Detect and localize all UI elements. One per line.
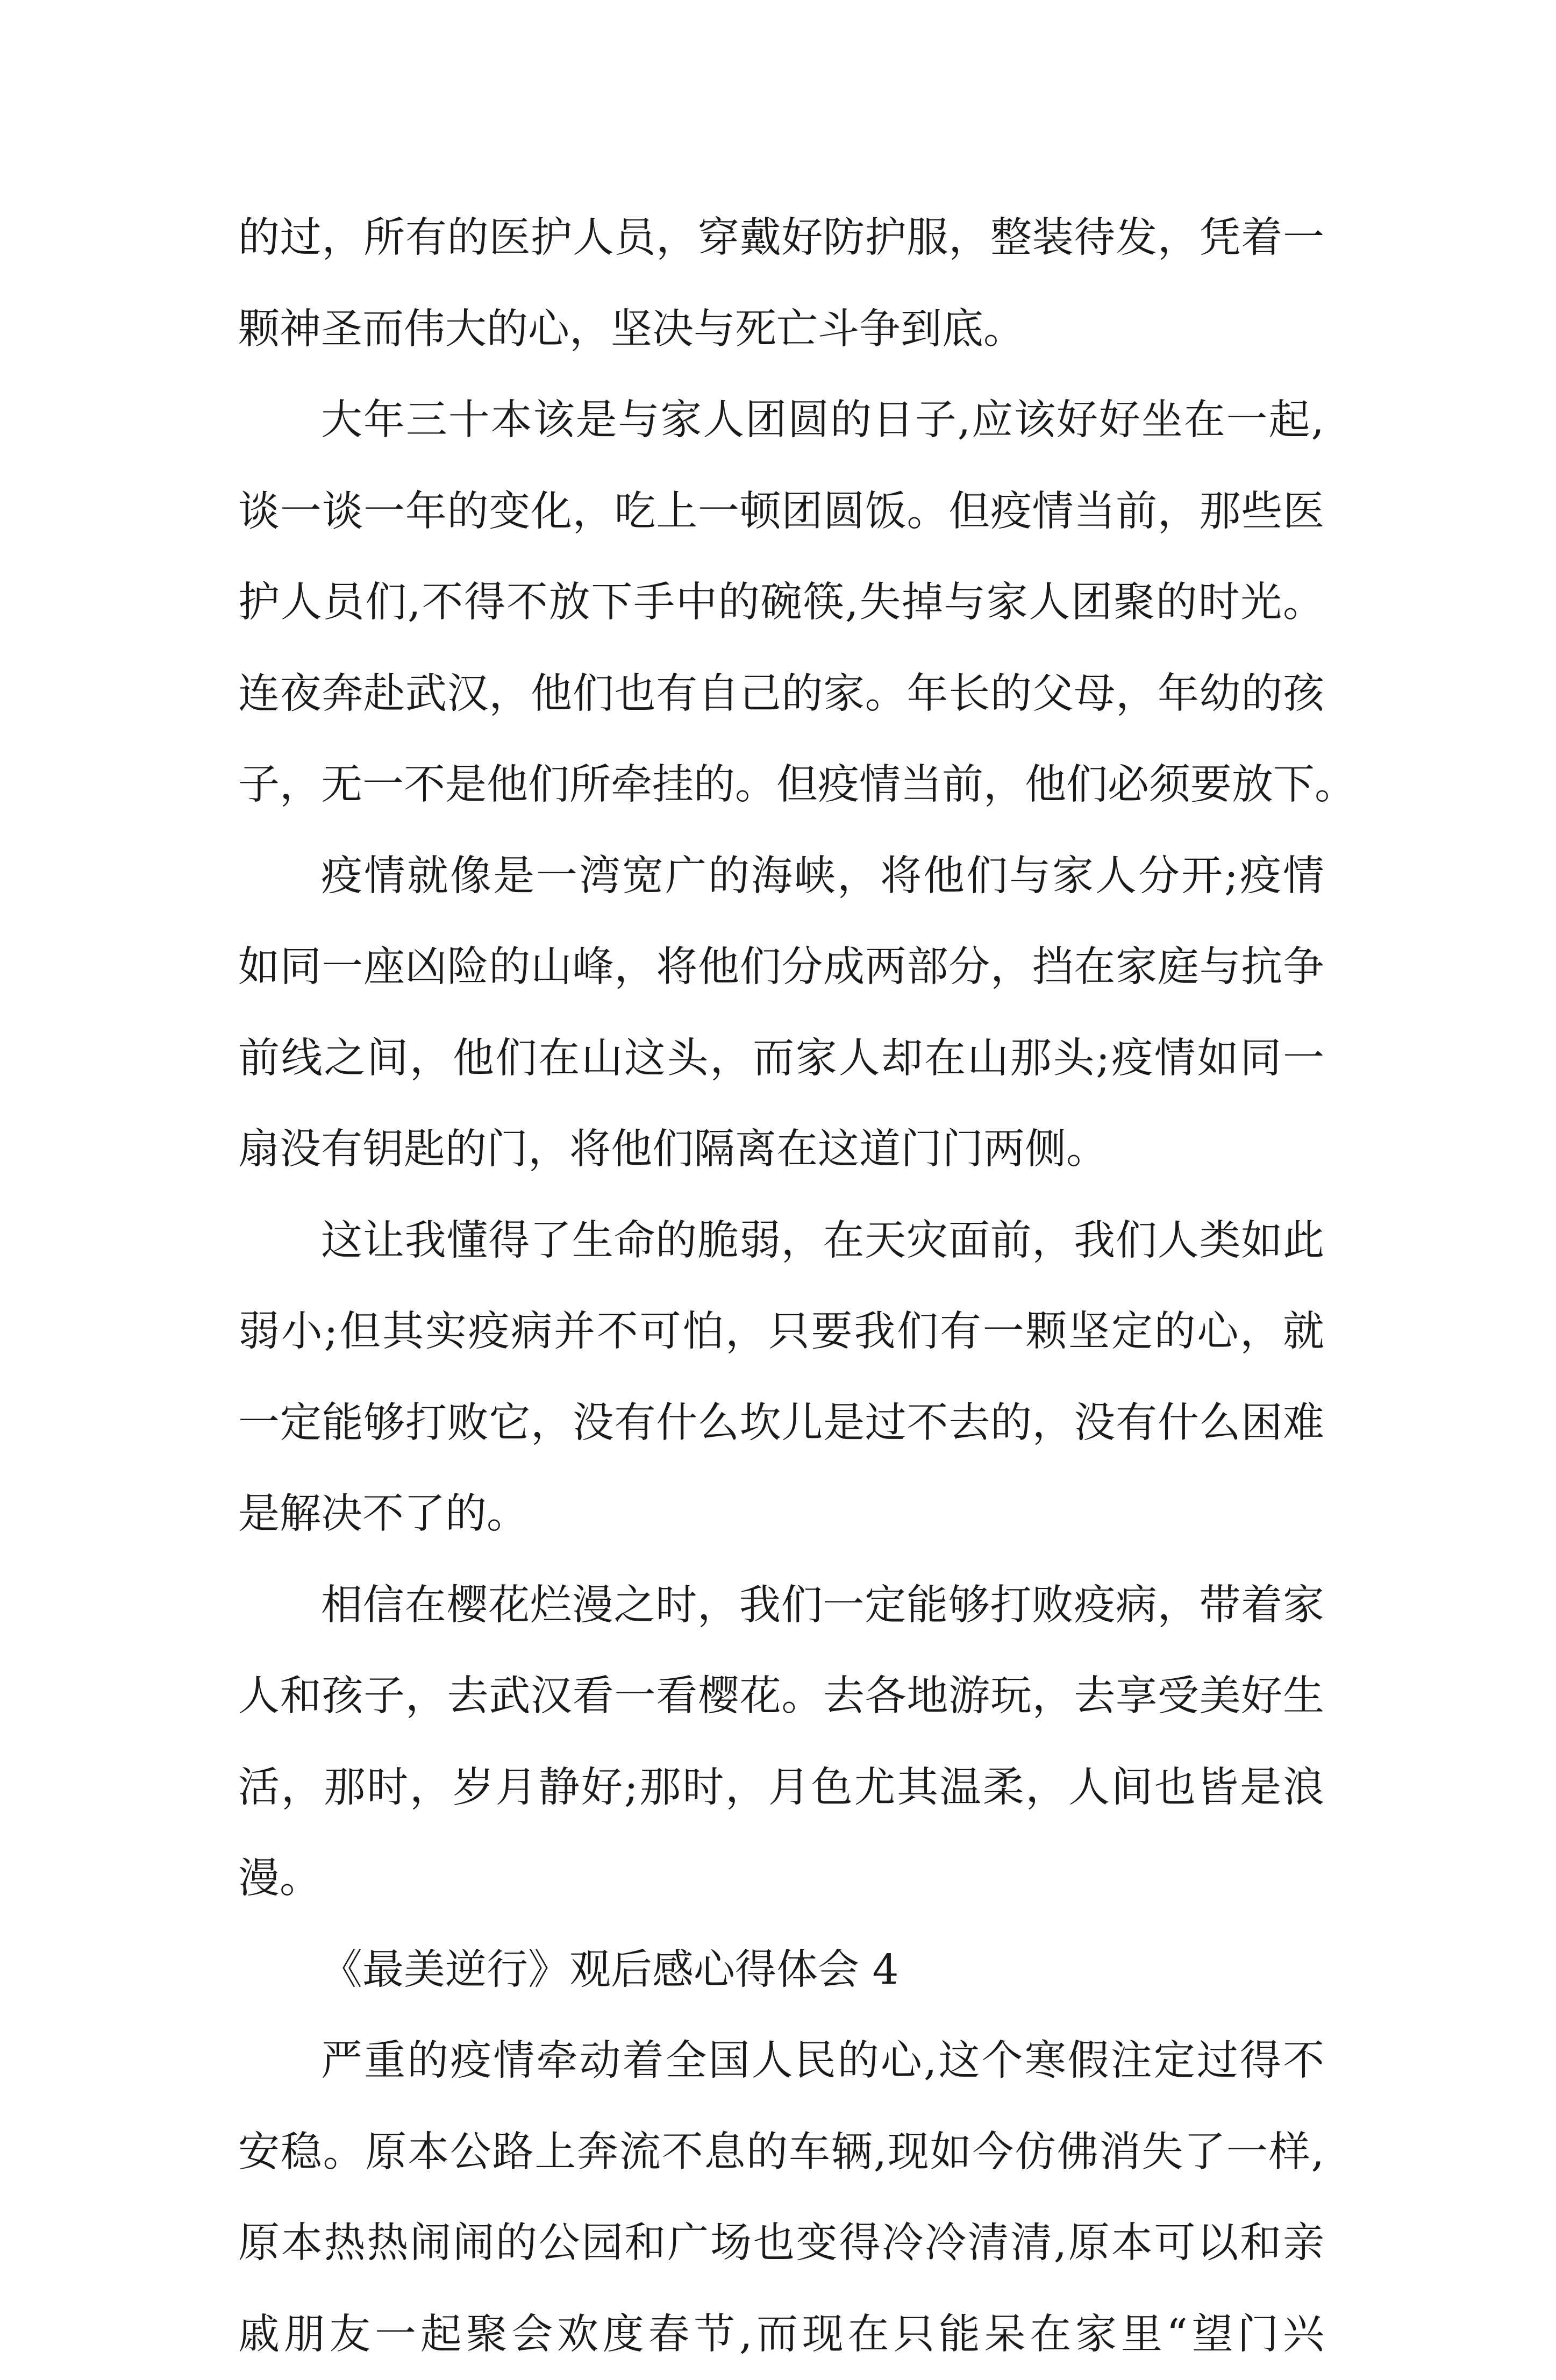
text-line: 连夜奔赴武汉，他们也有自己的家。年长的父母，年幼的孩 [238, 649, 1324, 740]
paragraph-start-line: 大年三十本该是与家人团圆的日子,应该好好坐在一起, [238, 375, 1324, 466]
text-line: 如同一座凶险的山峰，将他们分成两部分，挡在家庭与抗争 [238, 922, 1324, 1013]
text-line: 安稳。原本公路上奔流不息的车辆,现如今仿佛消失了一样, [238, 2107, 1324, 2198]
text-line: 颗神圣而伟大的心，坚决与死亡斗争到底。 [238, 284, 1324, 375]
paragraph-start-line: 疫情就像是一湾宽广的海峡，将他们与家人分开;疫情 [238, 831, 1324, 922]
paragraph-start-line: 严重的疫情牵动着全国人民的心,这个寒假注定过得不 [238, 2015, 1324, 2107]
text-line: 谈一谈一年的变化，吃上一顿团圆饭。但疫情当前，那些医 [238, 466, 1324, 558]
text-line: 原本热热闹闹的公园和广场也变得冷冷清清,原本可以和亲 [238, 2198, 1324, 2289]
text-line: 漫。 [238, 1833, 1324, 1925]
paragraph-start-line: 这让我懂得了生命的脆弱，在天灾面前，我们人类如此 [238, 1195, 1324, 1287]
text-line: 护人员们,不得不放下手中的碗筷,失掉与家人团聚的时光。 [238, 557, 1324, 649]
text-line: 弱小;但其实疫病并不可怕，只要我们有一颗坚定的心，就 [238, 1286, 1324, 1378]
section-heading: 《最美逆行》观后感心得体会 4 [238, 1925, 1324, 2016]
text-line: 戚朋友一起聚会欢度春节,而现在只能呆在家里“望门兴 [238, 2289, 1324, 2380]
text-line: 子，无一不是他们所牵挂的。但疫情当前，他们必须要放下。 [238, 739, 1324, 831]
text-line: 人和孩子，去武汉看一看樱花。去各地游玩，去享受美好生 [238, 1651, 1324, 1742]
text-line: 是解决不了的。 [238, 1469, 1324, 1560]
text-line: 一定能够打败它，没有什么坎儿是过不去的，没有什么困难 [238, 1378, 1324, 1469]
paragraph-start-line: 相信在樱花烂漫之时，我们一定能够打败疫病，带着家 [238, 1560, 1324, 1651]
document-body [238, 193, 1324, 2380]
text-line: 扇没有钥匙的门，将他们隔离在这道门门两侧。 [238, 1104, 1324, 1195]
text-line: 前线之间，他们在山这头，而家人却在山那头;疫情如同一 [238, 1013, 1324, 1105]
text-line: 活，那时，岁月静好;那时，月色尤其温柔，人间也皆是浪 [238, 1742, 1324, 1834]
text-line: 的过，所有的医护人员，穿戴好防护服，整装待发，凭着一 [238, 193, 1324, 284]
